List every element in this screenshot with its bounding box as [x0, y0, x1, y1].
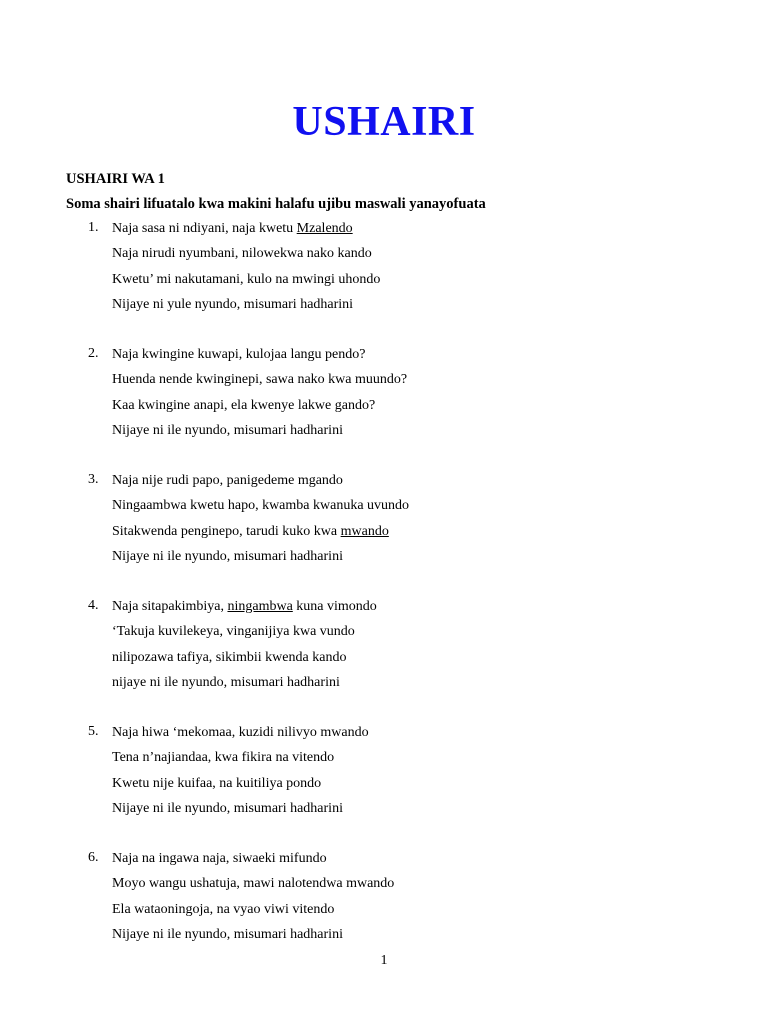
- line-text: Ningaambwa kwetu hapo, kwamba kwanuka uvundo: [112, 498, 410, 514]
- poem-line: [112, 649, 346, 667]
- poem-line: [112, 397, 375, 415]
- underlined-word: mwando: [340, 523, 389, 539]
- stanza-number: 1.: [88, 220, 99, 235]
- poem-line: [112, 422, 343, 440]
- poem-line: [112, 724, 369, 742]
- line-text: Naja kwingine kuwapi, kulojaa langu pendo?: [112, 347, 366, 362]
- poem-line: [112, 901, 334, 919]
- poem-line: [112, 749, 334, 767]
- section-heading: USHAIRI WA 1: [66, 171, 165, 187]
- line-text: Nijaye ni ile nyundo, misumari hadharini: [112, 926, 343, 942]
- line-text: Naja sasa ni ndiyani, naja kwetu: [112, 221, 297, 236]
- poem-line: [112, 926, 343, 944]
- stanza-number: 4.: [88, 598, 99, 613]
- poem-line: [112, 271, 380, 289]
- page-title: USHAIRI: [292, 99, 476, 145]
- line-text: nijaye ni ile nyundo, misumari hadharini: [112, 674, 340, 690]
- poem-line: [112, 296, 353, 314]
- line-text: Naja nirudi nyumbani, nilowekwa nako kando: [112, 246, 372, 262]
- line-text: Huenda nende kwinginepi, sawa nako kwa muundo?: [112, 372, 408, 388]
- stanza-number: 2.: [88, 346, 99, 361]
- line-text: Kaa kwingine anapi, ela kwenye lakwe gando?: [112, 397, 376, 413]
- poem-line: [112, 623, 355, 641]
- line-text: kuna vimondo: [292, 599, 377, 614]
- poem-line: [112, 346, 365, 364]
- poem-line: [112, 850, 327, 868]
- line-text: Kwetu’ mi nakutamani, kulo na mwingi uhondo: [112, 271, 381, 287]
- line-text: Naja na ingawa naja, siwaeki mifundo: [112, 851, 327, 866]
- line-text: Sitakwenda penginepo, tarudi kuko kwa: [112, 523, 341, 539]
- line-text: Nijaye ni ile nyundo, misumari hadharini: [112, 548, 343, 564]
- poem-line: [112, 371, 407, 389]
- line-text: Naja hiwa ‘mekomaa, kuzidi nilivyo mwando: [112, 725, 369, 740]
- poem-line: [112, 497, 409, 515]
- underlined-word: Mzalendo: [296, 221, 353, 236]
- poem-line: [112, 245, 372, 263]
- poem-line: [112, 800, 343, 818]
- line-text: Naja sitapakimbiya,: [112, 599, 228, 614]
- line-text: Ela wataoningoja, na vyao viwi vitendo: [112, 901, 335, 917]
- poem-line: [112, 875, 394, 893]
- line-text: Tena n’najiandaa, kwa fikira na vitendo: [112, 750, 335, 766]
- poem-line: [112, 523, 389, 541]
- line-text: Nijaye ni ile nyundo, misumari hadharini: [112, 422, 343, 438]
- poem-line: [112, 674, 340, 692]
- line-text: Nijaye ni ile nyundo, misumari hadharini: [112, 800, 343, 816]
- poem-line: [112, 472, 343, 490]
- line-text: Moyo wangu ushatuja, mawi nalotendwa mwando: [112, 876, 395, 892]
- page-number: 1: [380, 953, 388, 968]
- stanza-number: 3.: [88, 472, 99, 487]
- poem-line: [112, 775, 321, 793]
- line-text: Naja nije rudi papo, panigedeme mgando: [112, 473, 343, 488]
- poem-line: [112, 548, 343, 566]
- line-text: nilipozawa tafiya, sikimbii kwenda kando: [112, 649, 347, 665]
- stanza-number: 5.: [88, 724, 99, 739]
- instruction-text: Soma shairi lifuatalo kwa makini halafu ujibu maswali yanayofuata: [66, 196, 486, 212]
- stanza-number: 6.: [88, 850, 99, 865]
- line-text: Nijaye ni yule nyundo, misumari hadharini: [112, 296, 354, 312]
- poem-line: [112, 598, 377, 616]
- poem-line: [112, 220, 353, 238]
- line-text: Kwetu nije kuifaa, na kuitiliya pondo: [112, 775, 322, 791]
- line-text: ‘Takuja kuvilekeya, vinganijiya kwa vundo: [112, 624, 355, 640]
- underlined-word: ningambwa: [227, 599, 293, 614]
